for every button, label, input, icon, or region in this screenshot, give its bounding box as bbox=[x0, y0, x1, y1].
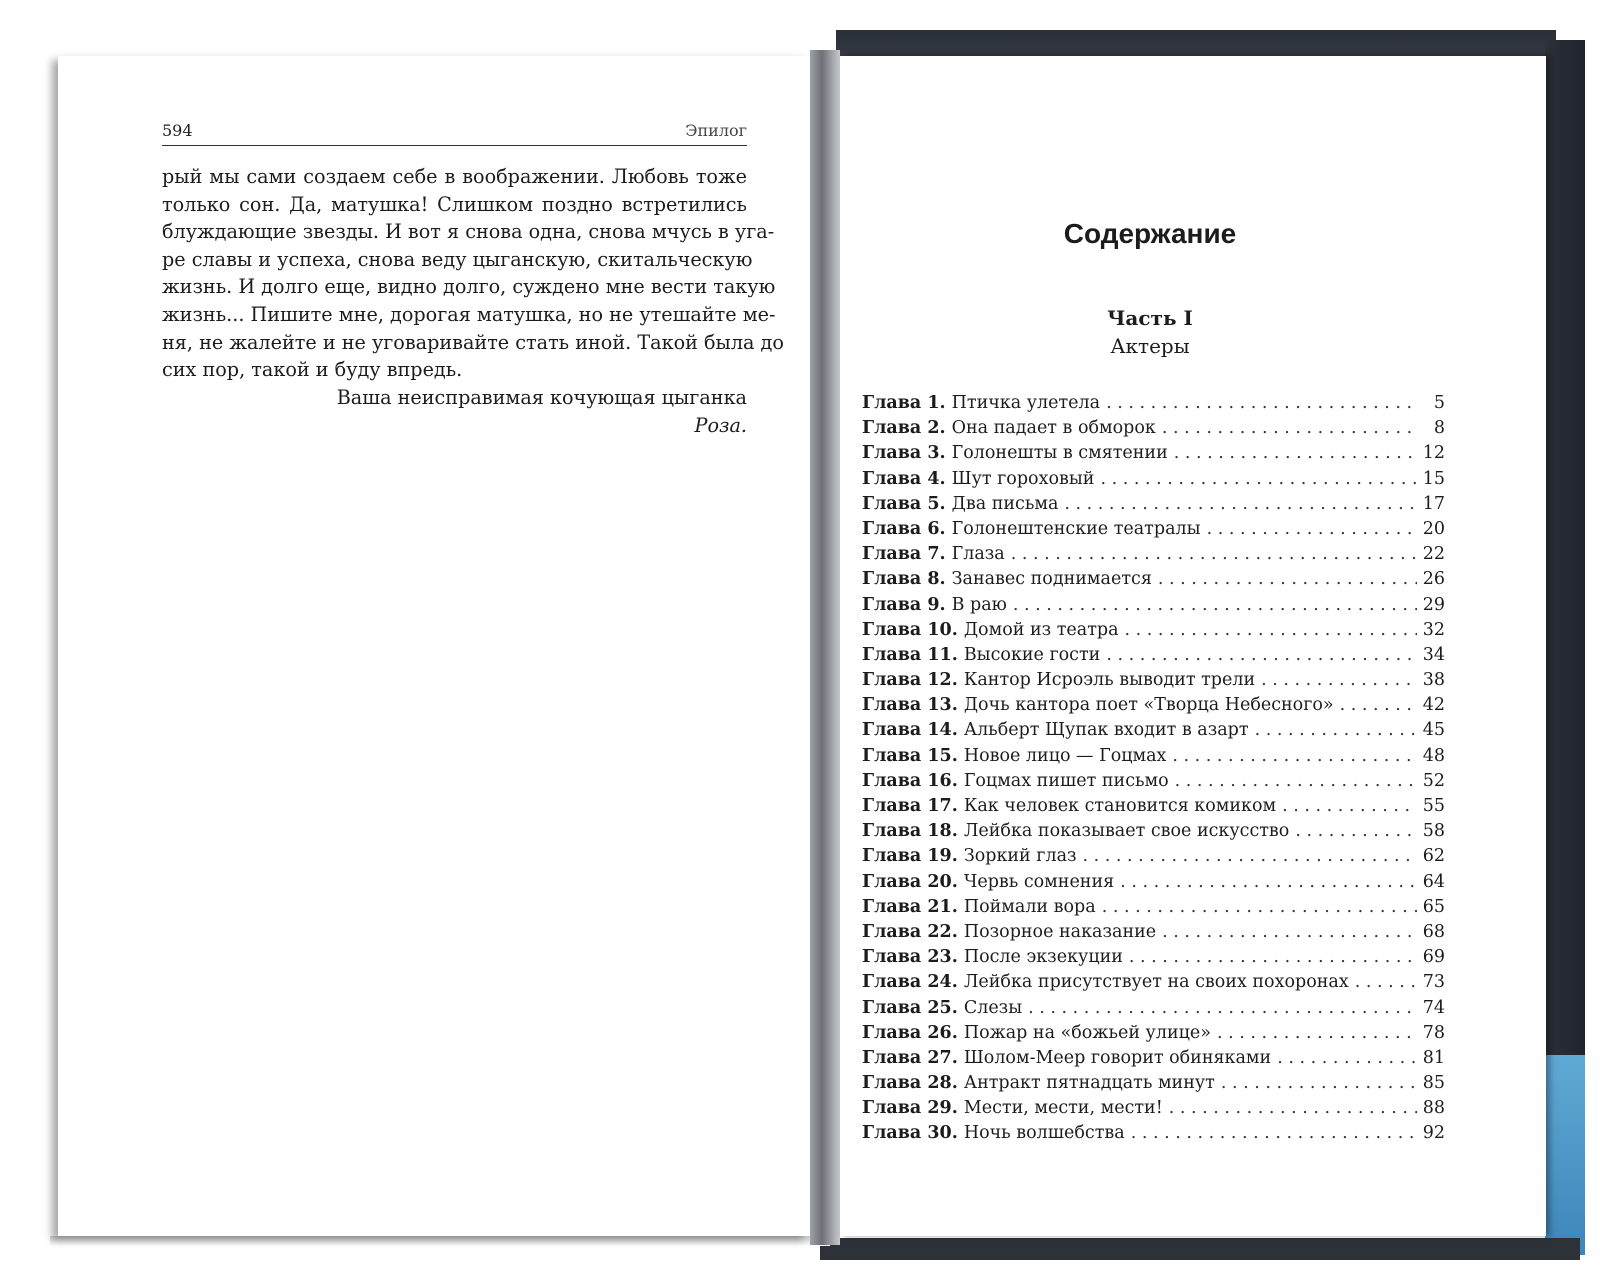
chapter-number: Глава 4. bbox=[862, 468, 946, 489]
toc-entry bbox=[862, 1021, 1445, 1046]
dot-leader bbox=[1083, 844, 1417, 869]
chapter-number: Глава 25. bbox=[862, 997, 958, 1018]
book-cover-accent bbox=[1545, 1055, 1585, 1255]
chapter-number: Глава 15. bbox=[862, 745, 958, 766]
chapter-number: Глава 3. bbox=[862, 443, 946, 464]
chapter-title: Слезы bbox=[963, 997, 1023, 1018]
dot-leader bbox=[1131, 1121, 1417, 1146]
chapter-page: 45 bbox=[1422, 720, 1445, 741]
book-cover-bottom bbox=[820, 1238, 1580, 1260]
dot-leader bbox=[1011, 542, 1417, 567]
toc-entry bbox=[862, 416, 1445, 441]
chapter-title: Дочь кантора поет «Творца Небесного» bbox=[963, 695, 1334, 716]
chapter-page: 88 bbox=[1422, 1098, 1445, 1119]
dot-leader bbox=[1295, 819, 1416, 844]
chapter-number: Глава 8. bbox=[862, 569, 946, 590]
chapter-title: Шолом-Меер говорит обиняками bbox=[963, 1047, 1272, 1068]
chapter-title: Голонешты в смятении bbox=[951, 443, 1168, 464]
dot-leader bbox=[1172, 744, 1416, 769]
chapter-title: Зоркий глаз bbox=[963, 846, 1077, 867]
toc-entry bbox=[862, 996, 1445, 1021]
chapter-page: 34 bbox=[1422, 644, 1445, 665]
text-line: жизнь. И долго еще, видно долго, суждено мне вести такую bbox=[162, 275, 776, 299]
text-line: только сон. Да, матушка! Слишком поздно встретились bbox=[162, 192, 747, 216]
chapter-page: 5 bbox=[1433, 393, 1445, 413]
chapter-number: Глава 21. bbox=[862, 896, 958, 917]
toc-entry bbox=[862, 870, 1445, 895]
text-line: блуждающие звезды. И вот я снова одна, снова мчусь в уга- bbox=[162, 220, 775, 244]
page-shadow bbox=[50, 1236, 830, 1246]
dot-leader bbox=[1100, 467, 1416, 492]
text-line: ре славы и успеха, снова веду цыганскую, скитальческую bbox=[162, 247, 753, 271]
chapter-title: Высокие гости bbox=[963, 644, 1101, 665]
chapter-number: Глава 14. bbox=[862, 720, 958, 741]
chapter-page: 48 bbox=[1422, 745, 1445, 766]
toc-entry bbox=[862, 819, 1445, 844]
chapter-number: Глава 12. bbox=[862, 670, 958, 691]
toc-entry bbox=[862, 794, 1445, 819]
chapter-number: Глава 27. bbox=[862, 1047, 958, 1068]
text-line: жизнь... Пишите мне, дорогая матушка, но не утешайте ме- bbox=[162, 302, 776, 326]
chapter-page: 74 bbox=[1422, 997, 1445, 1018]
chapter-title: В раю bbox=[951, 594, 1007, 615]
chapter-number: Глава 10. bbox=[862, 619, 958, 640]
toc-entry bbox=[862, 1121, 1445, 1146]
chapter-title: Она падает в обморок bbox=[951, 418, 1156, 439]
dot-leader bbox=[1355, 970, 1417, 995]
toc-entry bbox=[862, 769, 1445, 794]
chapter-number: Глава 20. bbox=[862, 871, 958, 892]
toc-entry bbox=[862, 391, 1445, 416]
chapter-number: Глава 23. bbox=[862, 947, 958, 968]
toc-entry bbox=[862, 441, 1445, 466]
chapter-number: Глава 22. bbox=[862, 921, 958, 942]
chapter-page: 12 bbox=[1422, 443, 1445, 464]
chapter-page: 64 bbox=[1422, 871, 1445, 892]
chapter-page: 20 bbox=[1422, 518, 1445, 539]
chapter-title: Птичка улетела bbox=[951, 393, 1101, 413]
chapter-number: Глава 19. bbox=[862, 846, 958, 867]
toc-entry bbox=[862, 718, 1445, 743]
toc-entry bbox=[862, 517, 1445, 542]
toc-entry bbox=[862, 920, 1445, 945]
chapter-title: Как человек становится комиком bbox=[963, 796, 1277, 816]
chapter-page: 22 bbox=[1422, 544, 1445, 565]
chapter-page: 69 bbox=[1422, 947, 1445, 968]
toc-entry bbox=[862, 844, 1445, 869]
chapter-page: 55 bbox=[1422, 796, 1445, 816]
chapter-number: Глава 7. bbox=[862, 544, 946, 565]
chapter-page: 92 bbox=[1422, 1123, 1445, 1144]
chapter-title: Позорное наказание bbox=[963, 921, 1157, 942]
chapter-page: 85 bbox=[1422, 1073, 1445, 1094]
toc-entry bbox=[862, 542, 1445, 567]
toc-entry bbox=[862, 467, 1445, 492]
chapter-page: 65 bbox=[1422, 896, 1445, 917]
dot-leader bbox=[1169, 1096, 1417, 1121]
chapter-number: Глава 13. bbox=[862, 695, 958, 716]
chapter-number: Глава 2. bbox=[862, 418, 946, 439]
chapter-title: Альберт Щупак входит в азарт bbox=[963, 720, 1249, 741]
dot-leader bbox=[1162, 416, 1417, 441]
chapter-title: Глаза bbox=[951, 544, 1005, 565]
toc-entry bbox=[862, 744, 1445, 769]
part-label: Часть I bbox=[1107, 306, 1193, 330]
dot-leader bbox=[1221, 1071, 1417, 1096]
chapter-number: Глава 24. bbox=[862, 972, 958, 993]
dot-leader bbox=[1217, 1021, 1417, 1046]
toc-title: Содержание bbox=[1063, 218, 1237, 249]
chapter-title: Гоцмах пишет письмо bbox=[963, 770, 1169, 791]
toc-entry bbox=[862, 1071, 1445, 1096]
dot-leader bbox=[1340, 693, 1417, 718]
running-head bbox=[162, 121, 747, 146]
part-title: Актеры bbox=[1110, 334, 1190, 358]
chapter-page: 29 bbox=[1422, 594, 1445, 615]
chapter-title: Лейбка показывает свое искусство bbox=[963, 821, 1290, 842]
chapter-title: Домой из театра bbox=[963, 619, 1119, 640]
toc-entry bbox=[862, 693, 1445, 718]
toc-entry bbox=[862, 618, 1445, 643]
toc-entry bbox=[862, 567, 1445, 592]
chapter-number: Глава 30. bbox=[862, 1123, 958, 1144]
page-number: 594 bbox=[162, 121, 193, 140]
dot-leader bbox=[1064, 492, 1416, 517]
dot-leader bbox=[1282, 794, 1417, 819]
toc-entry bbox=[862, 1046, 1445, 1071]
dot-leader bbox=[1102, 895, 1417, 920]
chapter-number: Глава 29. bbox=[862, 1098, 958, 1119]
body-text bbox=[162, 163, 784, 384]
chapter-number: Глава 6. bbox=[862, 518, 946, 539]
chapter-number: Глава 17. bbox=[862, 796, 958, 816]
chapter-page: 81 bbox=[1422, 1047, 1445, 1068]
chapter-title: Червь сомнения bbox=[963, 871, 1115, 892]
toc-entry bbox=[862, 643, 1445, 668]
dot-leader bbox=[1175, 769, 1417, 794]
chapter-page: 32 bbox=[1422, 619, 1445, 640]
book-gutter bbox=[810, 50, 840, 1245]
toc-entry bbox=[862, 668, 1445, 693]
dot-leader bbox=[1255, 718, 1417, 743]
chapter-page: 17 bbox=[1422, 493, 1445, 514]
signature-line: Ваша неисправимая кочующая цыганка bbox=[336, 386, 747, 409]
chapter-page: 62 bbox=[1422, 846, 1445, 867]
dot-leader bbox=[1174, 441, 1417, 466]
dot-leader bbox=[1162, 920, 1417, 945]
chapter-number: Глава 11. bbox=[862, 644, 958, 665]
dot-leader bbox=[1261, 668, 1417, 693]
chapter-title: Новое лицо — Гоцмах bbox=[963, 745, 1167, 766]
chapter-title: Голонештенские театралы bbox=[951, 518, 1201, 539]
chapter-page: 15 bbox=[1422, 468, 1445, 489]
dot-leader bbox=[1125, 618, 1417, 643]
chapter-number: Глава 1. bbox=[862, 393, 946, 413]
dot-leader bbox=[1158, 567, 1417, 592]
chapter-page: 38 bbox=[1422, 670, 1445, 691]
chapter-page: 68 bbox=[1422, 921, 1445, 942]
chapter-number: Глава 9. bbox=[862, 594, 946, 615]
toc-entry bbox=[862, 593, 1445, 618]
chapter-page: 26 bbox=[1422, 569, 1445, 590]
dot-leader bbox=[1028, 996, 1417, 1021]
chapter-number: Глава 16. bbox=[862, 770, 958, 791]
dot-leader bbox=[1207, 517, 1417, 542]
chapter-page: 8 bbox=[1433, 418, 1445, 439]
toc-entry bbox=[862, 1096, 1445, 1121]
toc-entry bbox=[862, 492, 1445, 517]
chapter-title: Антракт пятнадцать минут bbox=[963, 1073, 1215, 1094]
chapter-page: 58 bbox=[1422, 821, 1445, 842]
chapter-title: Занавес поднимается bbox=[951, 569, 1152, 590]
chapter-title: Поймали вора bbox=[963, 896, 1096, 917]
chapter-title: Лейбка присутствует на своих похоронах bbox=[963, 972, 1349, 993]
chapter-number: Глава 28. bbox=[862, 1073, 958, 1094]
chapter-page: 52 bbox=[1422, 770, 1445, 791]
chapter-number: Глава 26. bbox=[862, 1022, 958, 1043]
letter-signature bbox=[162, 384, 747, 439]
dot-leader bbox=[1120, 870, 1417, 895]
chapter-page: 42 bbox=[1422, 695, 1445, 716]
chapter-number: Глава 5. bbox=[862, 493, 946, 514]
chapter-title: Ночь волшебства bbox=[963, 1123, 1125, 1144]
toc-entry bbox=[862, 945, 1445, 970]
chapter-title: После экзекуции bbox=[963, 947, 1123, 968]
chapter-title: Два письма bbox=[951, 493, 1059, 514]
chapter-title: Пожар на «божьей улице» bbox=[963, 1022, 1211, 1043]
dot-leader bbox=[1106, 643, 1416, 668]
text-line: ня, не жалейте и не уговаривайте стать иной. Такой была до bbox=[162, 330, 784, 354]
chapter-title: Кантор Исроэль выводит трели bbox=[963, 670, 1256, 691]
chapter-title: Шут гороховый bbox=[951, 468, 1095, 489]
text-line: рый мы сами создаем себе в воображении. Любовь тоже bbox=[162, 165, 747, 188]
chapter-number: Глава 18. bbox=[862, 821, 958, 842]
chapter-page: 78 bbox=[1422, 1022, 1445, 1043]
chapter-page: 73 bbox=[1422, 972, 1445, 993]
toc-list bbox=[862, 391, 1445, 1147]
dot-leader bbox=[1013, 593, 1417, 618]
section-title: Эпилог bbox=[685, 121, 747, 140]
dot-leader bbox=[1277, 1046, 1417, 1071]
chapter-title: Мести, мести, мести! bbox=[963, 1098, 1163, 1119]
toc-entry bbox=[862, 895, 1445, 920]
text-line: сих пор, такой и буду впредь. bbox=[162, 358, 463, 382]
toc-entry bbox=[862, 970, 1445, 995]
dot-leader bbox=[1106, 391, 1417, 416]
dot-leader bbox=[1129, 945, 1417, 970]
signature-name: Роза. bbox=[694, 413, 747, 437]
